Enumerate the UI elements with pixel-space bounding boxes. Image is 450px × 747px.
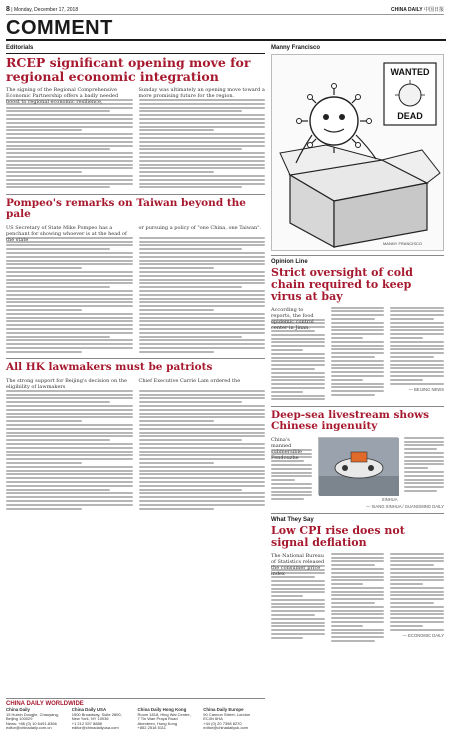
pompeo-body [6,225,265,355]
date-text: | Monday, December 17, 2018 [11,7,79,13]
deepsea-byline: — XIANG XINHUA / GUANGMING DAILY [366,503,444,509]
what-they-say-label: What They Say [271,516,314,523]
submersible-photo [318,437,398,495]
opinion-headline[interactable]: Strict oversight of cold chain required to keep virus at bay [271,266,413,303]
cartoon-signature: MANNY FRANCISCO [382,241,422,246]
editorial-col2-start: Sunday was ultimately an opening move toward a more promising future for the region. [138,87,265,99]
opinion-label: Opinion Line [271,259,308,265]
pompeo-col2-start: or pursuing a policy of "one China, one Taiwan". [138,224,262,231]
cpi-col-start: The National Bureau of Statistics released the consumer price index [271,552,325,577]
footer-col-1: China Daily 15 Huixin Dongjie, Chaoyang, Beijing 100029 News: +86 (0) 10 6491-8366 editor@chinadaily.com.cn [6,707,59,731]
cartoon-drawing [272,55,445,252]
opinion-col-start: According to reports, the food epidemic control center in Jinan, [271,306,314,331]
worldwide-footer [6,698,265,743]
deepsea-headline[interactable]: Deep-sea livestream shows Chinese ingenuity [271,409,430,433]
poster-wanted: WANTED [390,67,430,77]
opinion-byline: — BEIJING NEWS [408,386,445,392]
publication-name [391,6,444,13]
left-column [6,45,265,511]
publication-cn: 中国日报 [423,7,444,13]
cpi-byline: — ECONOMIC DAILY [402,632,445,638]
photo-credit: XINHUA [381,496,398,502]
hk-body [6,378,265,512]
editorial-col1-start: The signing of the Regional Comprehensive Economic Partnership offers a badly needed boost to regional economic resilience, [6,87,119,105]
poster-dead: DEAD [397,111,423,121]
footer-col-2: China Daily USA 1500 Broadway, Suite 2800, New York, NY 10036 +1 212 537 8888 editor@chinadailyusa.com [71,707,122,731]
cartoon-credit: Manny Francisco [271,45,321,51]
hk-col1-start: The strong support for Beijing's decision on the eligibility of lawmakers [6,377,128,390]
right-column [271,45,444,644]
footer-title: CHINA DAILY WORLDWIDE [6,701,84,707]
pompeo-headline[interactable]: Pompeo's remarks on Taiwan beyond the pale [6,197,246,221]
editorial-headline[interactable]: RCEP significant opening move for regional economic integration [6,55,251,84]
opinion-body [271,307,444,403]
page-header [6,5,444,15]
editorial-body [6,87,265,190]
hk-col2-start: Chief Executive Carrie Lam ordered the [138,377,241,384]
page-date [6,6,78,13]
footer-col-4: China Daily Europe 90 Cannon Street, London EC4N 6HA +44 (0) 20 7398 8270 editor@chinadailyuk.com [203,707,251,731]
cartoon-illustration [271,54,444,251]
cpi-body [271,553,444,644]
footer-col-3: China Daily Hong Kong Room 1818, Hing Wai Centre, 7 Tin Wan Praya Road Aberdeen, Hong Kong +852 2518 5111 [137,707,191,731]
editorials-label: Editorials [6,45,34,51]
cpi-headline[interactable]: Low CPI rise does not signal deflation [271,523,405,549]
hk-headline[interactable]: All HK lawmakers must be patriots [6,361,213,374]
section-masthead [6,17,446,41]
submersible-icon [319,438,399,496]
pompeo-col1-start: US Secretary of State Mike Pompeo has a penchant for showing whoever is at the head of the state [6,224,127,243]
section-title: COMMENT [6,17,113,39]
page-number: 8 [6,6,10,13]
deepsea-body [271,437,444,502]
deepsea-col-start: China's manned submersible Fendouzhe [271,436,303,461]
publication-title: CHINA DAILY [391,7,423,13]
